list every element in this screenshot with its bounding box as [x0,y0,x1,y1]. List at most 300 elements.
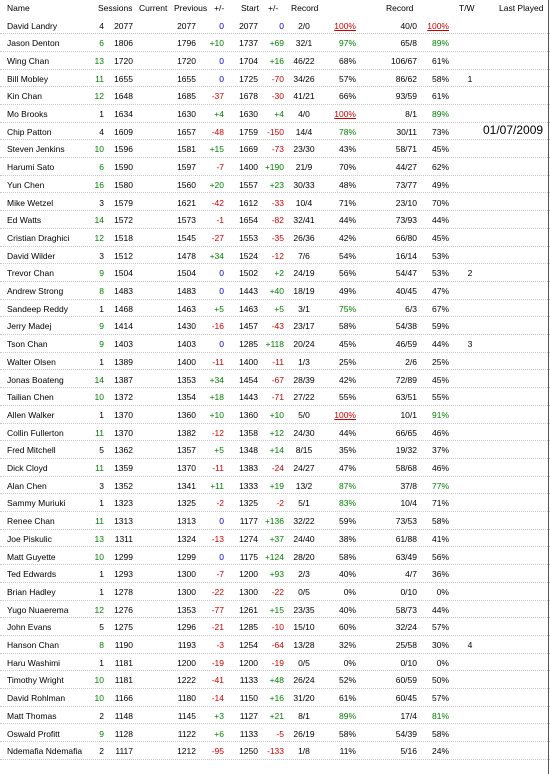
win-percent-cell: 49% [338,286,356,296]
start-rating-cell: 2077 [239,20,258,31]
record2-cell: 37/8 [400,480,417,491]
win-percent2-cell: 50% [431,675,449,686]
rating-change-cell: -19 [211,657,224,668]
tw-cell: 1 [467,73,473,84]
win-percent-cell: 40% [338,604,356,615]
current-rating-cell: 2077 [114,20,133,31]
win-percent-cell: 87% [338,480,356,491]
previous-rating-cell: 1796 [177,38,196,49]
win-percent-cell: 57% [338,73,356,84]
player-name: Wing Chan [7,55,50,66]
player-name: Alan Chen [7,480,47,491]
record-cell: 41/21 [293,91,315,102]
start-change-cell: -70 [271,73,284,84]
start-change-cell: -133 [266,746,284,757]
table-row [0,636,550,654]
record-cell: 2/3 [298,569,310,580]
record-cell: 4/0 [298,109,310,119]
sessions-cell: 11 [95,463,104,473]
sessions-cell: 16 [94,179,104,190]
record-cell: 28/39 [293,374,315,385]
table-row [0,441,550,459]
rating-change-cell: -3 [216,640,224,650]
previous-rating-cell: 1354 [177,392,196,403]
rating-change-cell: 0 [219,516,224,527]
rating-change-cell: -41 [211,675,224,686]
sessions-cell: 11 [95,427,104,438]
win-percent2-cell: 58% [431,728,449,739]
win-percent-cell: 0% [343,586,356,597]
sessions-cell: 10 [94,693,104,704]
record2-cell: 93/59 [395,91,417,102]
start-change-cell: -73 [271,144,284,155]
header-diff: +/- [214,3,225,13]
rating-change-cell: -42 [211,197,224,208]
win-percent2-cell: 81% [431,710,449,721]
win-percent2-cell: 91% [431,409,449,420]
win-percent-cell: 89% [338,710,356,721]
record-cell: 26/24 [293,675,315,686]
sessions-cell: 12 [94,604,104,615]
sessions-cell: 9 [99,728,104,739]
tw-cell: 2 [467,268,473,279]
rating-change-cell: 0 [219,55,224,66]
current-rating-cell: 1293 [114,569,133,580]
start-change-cell: +19 [269,480,284,491]
record2-cell: 32/24 [395,622,417,633]
record-cell: 13/2 [295,480,313,491]
win-percent-cell: 83% [338,498,356,509]
start-change-cell: -2 [276,498,284,509]
current-rating-cell: 1720 [114,55,133,66]
rating-change-cell: -11 [212,463,224,473]
start-rating-cell: 1250 [239,746,258,757]
record2-cell: 61/88 [395,533,417,544]
table-row [0,70,550,88]
current-rating-cell: 1362 [114,445,133,456]
previous-rating-cell: 1560 [177,179,196,190]
start-rating-cell: 1325 [239,498,258,509]
start-rating-cell: 1759 [239,126,258,137]
win-percent-cell: 42% [338,374,356,385]
record2-cell: 60/45 [395,693,417,704]
record2-cell: 46/59 [395,339,417,350]
record-cell: 26/19 [293,728,315,739]
record2-cell: 30/11 [396,126,417,137]
player-name: Tailian Chen [7,392,54,403]
win-percent-cell: 52% [338,675,356,686]
start-change-cell: +15 [269,604,284,615]
rating-change-cell: +18 [209,392,224,403]
rating-change-cell: -13 [211,533,224,544]
win-percent2-cell: 53% [431,250,449,261]
win-percent-cell: 42% [338,232,356,243]
record2-cell: 86/62 [395,73,417,84]
record2-cell: 10/1 [400,409,417,420]
current-rating-cell: 1323 [114,498,133,509]
win-percent-cell: 100% [334,20,356,31]
sessions-cell: 12 [94,91,104,102]
player-name: Jonas Boateng [7,374,64,385]
win-percent2-cell: 24% [431,746,449,757]
win-percent2-cell: 56% [431,551,449,562]
record2-cell: 73/93 [395,215,417,226]
rating-change-cell: +11 [210,480,224,491]
player-name: Chip Patton [7,126,52,137]
record-cell: 3/1 [298,303,310,314]
start-change-cell: +118 [265,339,284,350]
record2-cell: 5/16 [400,746,417,757]
record2-cell: 58/73 [395,604,417,615]
table-row [0,601,550,619]
sessions-cell: 6 [99,38,104,49]
current-rating-cell: 1634 [114,109,133,119]
current-rating-cell: 1387 [114,374,133,385]
table-row [0,618,550,636]
player-name: David Landry [7,20,58,31]
current-rating-cell: 1806 [114,38,133,49]
start-change-cell: +14 [269,445,284,456]
sessions-cell: 3 [99,250,104,261]
table-row [0,671,550,689]
player-name: Matt Guyette [7,551,56,562]
previous-rating-cell: 1545 [177,232,196,243]
table-row [0,689,550,707]
tw-cell: 3 [467,339,473,350]
header-name: Name [7,3,30,13]
start-rating-cell: 1285 [239,622,258,633]
player-name: Tson Chan [7,339,48,350]
record2-cell: 44/27 [395,162,417,173]
table-row [0,282,550,300]
record2-cell: 0/10 [400,586,417,597]
table-row [0,34,550,52]
rating-change-cell: -11 [212,356,224,367]
rating-change-cell: +5 [214,445,224,456]
win-percent-cell: 54% [338,250,356,261]
start-rating-cell: 1358 [239,427,258,438]
start-rating-cell: 1704 [239,55,258,66]
start-change-cell: -5 [276,728,284,739]
start-rating-cell: 1553 [239,232,258,243]
sessions-cell: 5 [99,445,104,456]
sessions-cell: 3 [99,480,104,491]
win-percent2-cell: 71% [431,498,449,509]
win-percent2-cell: 0% [436,586,449,597]
table-row [0,158,550,176]
table-row [0,742,550,760]
table-row [0,707,550,725]
sessions-cell: 9 [99,339,104,350]
start-change-cell: +5 [274,303,284,314]
record2-cell: 8/1 [405,109,417,119]
win-percent-cell: 58% [338,728,356,739]
header-last-played: Last Played [499,3,544,13]
player-name: Kin Chan [7,91,42,102]
sessions-cell: 10 [94,144,104,155]
record2-cell: 16/14 [395,250,417,261]
player-name: Dick Cloyd [7,463,48,473]
sessions-cell: 11 [95,73,104,84]
player-name: Yun Chen [7,179,45,190]
win-percent-cell: 70% [338,162,356,173]
win-percent-cell: 100% [334,109,356,119]
player-name: David Rohlman [7,693,66,704]
player-name: Trevor Chan [7,268,54,279]
sessions-cell: 1 [99,109,104,119]
record-cell: 5/0 [298,409,310,420]
table-row [0,494,550,512]
current-rating-cell: 1414 [114,321,133,332]
start-change-cell: +10 [269,409,284,420]
sessions-cell: 14 [94,374,104,385]
record-cell: 2/0 [298,20,310,31]
sessions-cell: 2 [99,710,104,721]
rating-change-cell: +3 [214,710,224,721]
player-name: Allen Walker [7,409,55,420]
win-percent-cell: 32% [338,640,356,650]
table-row [0,300,550,318]
start-rating-cell: 1737 [239,38,258,49]
win-percent2-cell: 46% [431,427,449,438]
table-row [0,725,550,743]
start-rating-cell: 1678 [239,91,258,102]
current-rating-cell: 1181 [114,675,133,686]
win-percent2-cell: 57% [431,622,449,633]
rating-change-cell: -16 [211,321,224,332]
win-percent-cell: 71% [338,197,356,208]
player-name: Mike Wetzel [7,197,54,208]
previous-rating-cell: 1300 [177,586,196,597]
record-cell: 34/26 [293,73,315,84]
previous-rating-cell: 1296 [177,622,196,633]
current-rating-cell: 1504 [114,268,133,279]
record-cell: 24/27 [293,463,315,473]
header-record2: Record [386,3,414,13]
rating-change-cell: +34 [209,250,224,261]
sessions-cell: 14 [94,215,104,226]
win-percent2-cell: 44% [431,339,449,350]
previous-rating-cell: 1357 [177,445,196,456]
current-rating-cell: 1512 [114,250,133,261]
rating-change-cell: -1 [216,215,224,226]
win-percent-cell: 60% [338,622,356,633]
start-rating-cell: 1454 [239,374,258,385]
win-percent2-cell: 46% [431,463,449,473]
win-percent2-cell: 36% [431,569,449,580]
start-rating-cell: 1654 [239,215,258,226]
table-row [0,105,550,123]
current-rating-cell: 1580 [114,179,133,190]
rating-change-cell: +10 [209,409,224,420]
record-cell: 5/1 [298,498,310,509]
record2-cell: 40/0 [400,20,417,31]
previous-rating-cell: 1324 [177,533,196,544]
record2-cell: 73/53 [395,516,417,527]
table-row [0,229,550,247]
win-percent2-cell: 89% [431,38,449,49]
rating-change-cell: -21 [211,622,224,633]
record2-cell: 60/59 [395,675,417,686]
start-rating-cell: 1133 [239,675,258,686]
win-percent2-cell: 57% [431,693,449,704]
start-rating-cell: 1175 [239,551,258,562]
current-rating-cell: 1518 [114,232,133,243]
start-rating-cell: 1457 [239,321,258,332]
player-name: Steven Jenkins [7,144,65,155]
rating-change-cell: 0 [219,268,224,279]
player-name: Timothy Wright [7,675,64,686]
sessions-cell: 1 [99,498,104,509]
record2-cell: 40/45 [395,286,417,296]
start-rating-cell: 1502 [239,268,258,279]
win-percent2-cell: 0% [436,657,449,668]
rating-change-cell: -27 [211,232,224,243]
win-percent-cell: 97% [338,38,356,49]
current-rating-cell: 1276 [114,604,133,615]
start-rating-cell: 1612 [239,197,258,208]
right-border [548,0,549,774]
table-row [0,87,550,105]
start-change-cell: -11 [272,356,284,367]
record-cell: 0/5 [298,586,310,597]
player-name: Bill Mobley [7,73,49,84]
previous-rating-cell: 1400 [177,356,196,367]
start-rating-cell: 1360 [239,409,258,420]
record-cell: 32/22 [293,516,315,527]
start-change-cell: +16 [269,693,284,704]
player-name: Collin Fullerton [7,427,64,438]
player-name: Yugo Nuaerema [7,604,69,615]
sessions-cell: 9 [99,268,104,279]
start-rating-cell: 1524 [239,250,258,261]
previous-rating-cell: 1370 [177,463,196,473]
date-stamp: 01/07/2009 [483,123,544,137]
previous-rating-cell: 1353 [177,604,196,615]
player-name: Jason Denton [7,38,60,49]
table-row [0,512,550,530]
start-change-cell: -67 [271,374,284,385]
rating-change-cell: +15 [209,144,224,155]
start-change-cell: -30 [271,91,284,102]
rating-change-cell: +20 [209,179,224,190]
win-percent2-cell: 77% [431,480,449,491]
sessions-cell: 1 [99,356,104,367]
win-percent2-cell: 61% [431,91,449,102]
win-percent2-cell: 45% [431,374,449,385]
record-cell: 10/4 [295,197,313,208]
start-change-cell: -33 [271,197,284,208]
previous-rating-cell: 1145 [177,710,196,721]
win-percent-cell: 68% [338,55,356,66]
win-percent2-cell: 73% [431,126,449,137]
table-row [0,335,550,353]
start-change-cell: -35 [271,232,284,243]
start-change-cell: -19 [271,657,284,668]
win-percent-cell: 11% [339,746,356,757]
previous-rating-cell: 1313 [177,516,196,527]
player-name: Ed Watts [7,215,42,226]
record2-cell: 66/80 [395,232,417,243]
start-change-cell: -12 [271,250,284,261]
previous-rating-cell: 2077 [177,20,196,31]
start-change-cell: 0 [279,20,284,31]
rating-change-cell: 0 [219,286,224,296]
previous-rating-cell: 1581 [177,144,196,155]
current-rating-cell: 1609 [114,126,133,137]
win-percent2-cell: 44% [431,604,449,615]
sessions-cell: 4 [99,20,104,31]
rating-change-cell: +5 [214,303,224,314]
start-change-cell: +4 [274,109,284,119]
rating-change-cell: -77 [211,604,224,615]
record2-cell: 73/77 [395,179,417,190]
previous-rating-cell: 1353 [177,374,196,385]
current-rating-cell: 1403 [114,339,133,350]
start-rating-cell: 1630 [239,109,258,119]
player-name: Fred Mitchell [7,445,56,456]
win-percent2-cell: 37% [431,445,449,456]
previous-rating-cell: 1483 [177,286,196,296]
player-name: Renee Chan [7,516,55,527]
current-rating-cell: 1117 [115,746,133,757]
current-rating-cell: 1299 [114,551,133,562]
rating-change-cell: -12 [211,427,224,438]
previous-rating-cell: 1657 [177,126,196,137]
win-percent-cell: 44% [338,215,356,226]
start-rating-cell: 1400 [239,356,258,367]
win-percent2-cell: 67% [431,303,449,314]
start-change-cell: +69 [269,38,284,49]
record2-cell: 72/89 [395,374,417,385]
win-percent2-cell: 58% [431,516,449,527]
start-rating-cell: 1127 [239,710,258,721]
previous-rating-cell: 1478 [177,250,196,261]
record2-cell: 58/68 [395,463,417,473]
record-cell: 24/19 [293,268,315,279]
header-record: Record [291,3,319,13]
rating-change-cell: +4 [214,109,224,119]
start-rating-cell: 1150 [239,693,258,704]
rating-change-cell: -2 [216,498,224,509]
sessions-cell: 13 [94,55,104,66]
win-percent-cell: 100% [334,409,356,420]
header-current: Current [139,3,168,13]
sessions-cell: 4 [99,126,104,137]
table-row [0,459,550,477]
record2-cell: 17/4 [400,710,417,721]
table-row [0,176,550,194]
current-rating-cell: 1278 [114,586,133,597]
win-percent2-cell: 25% [431,356,449,367]
previous-rating-cell: 1685 [177,91,196,102]
sessions-cell: 10 [94,551,104,562]
record-cell: 7/6 [298,250,310,261]
start-rating-cell: 1463 [239,303,258,314]
record-cell: 15/10 [293,622,315,633]
start-rating-cell: 1254 [239,640,258,650]
start-change-cell: -64 [271,640,284,650]
previous-rating-cell: 1222 [177,675,196,686]
table-row [0,388,550,406]
player-name: Ted Edwards [7,569,57,580]
previous-rating-cell: 1621 [177,197,196,208]
previous-rating-cell: 1597 [177,162,196,173]
tw-cell: 4 [467,640,473,650]
player-name: Ndemafia Ndemafia [7,746,83,757]
table-row [0,317,550,335]
start-change-cell: +40 [269,286,284,296]
